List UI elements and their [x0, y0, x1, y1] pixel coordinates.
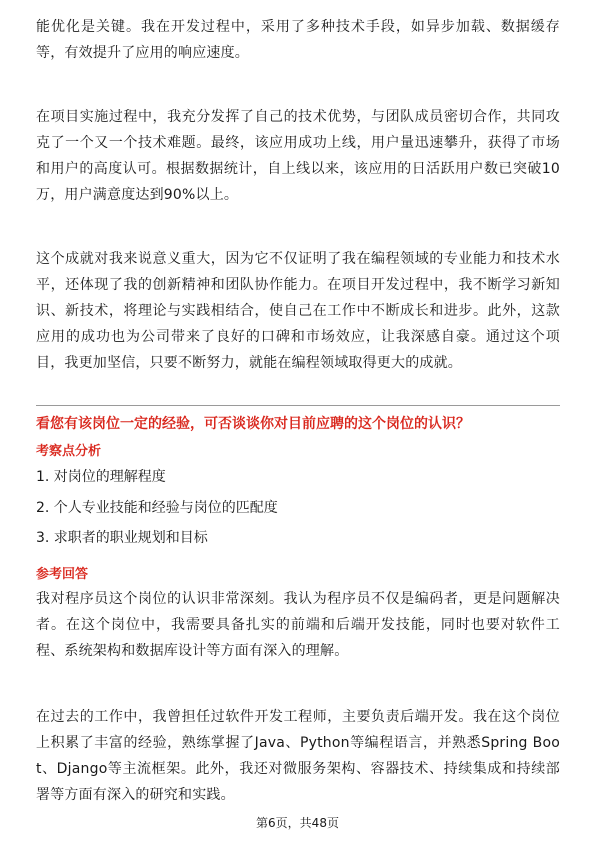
- answer-paragraph-2: 在过去的工作中，我曾担任过软件开发工程师，主要负责后端开发。我在这个岗位上积累了丰富的经验，熟练掌握了Java、Python等编程语言，并熟悉Spring Boot、Django等主流框架。此外，我还对微服务架构、容器技术、持续集成和持续部署等方面有深入的研究和实践。: [36, 709, 560, 803]
- body-paragraph-performance: 能优化是关键。我在开发过程中，采用了多种技术手段，如异步加载、数据缓存等，有效提升了应用的响应速度。: [36, 19, 560, 61]
- body-paragraph-project-implementation: 在项目实施过程中，我充分发挥了自己的技术优势，与团队成员密切合作，共同攻克了一个又一个技术难题。最终，该应用成功上线，用户量迅速攀升，获得了市场和用户的高度认可。根据数据统计，自上线以来，该应用的日活跃用户数已突破10万，用户满意度达到90%以上。: [36, 109, 560, 203]
- answer-heading: 参考回答: [36, 567, 89, 582]
- analysis-item-3: 3. 求职者的职业规划和目标: [36, 530, 208, 546]
- body-paragraph-achievement-meaning: 这个成就对我来说意义重大，因为它不仅证明了我在编程领域的专业能力和技术水平，还体现了我的创新精神和团队协作能力。在项目开发过程中，我不断学习新知识、新技术，将理论与实践相结合，使自己在工作中不断成长和进步。此外，这款应用的成功也为公司带来了良好的口碑和市场效应，让我深感自豪。通过这个项目，我更加坚信，只要不断努力，就能在编程领域取得更大的成就。: [36, 251, 560, 371]
- analysis-heading: 考察点分析: [36, 444, 102, 459]
- analysis-item-2: 2. 个人专业技能和经验与岗位的匹配度: [36, 500, 278, 516]
- answer-paragraph-1: 我对程序员这个岗位的认识非常深刻。我认为程序员不仅是编码者，更是问题解决者。在这个岗位中，我需要具备扎实的前端和后端开发技能，同时也要对软件工程、系统架构和数据库设计等方面有深入的理解。: [36, 591, 560, 659]
- section-divider: [36, 405, 560, 406]
- analysis-item-1: 1. 对岗位的理解程度: [36, 469, 166, 485]
- interview-question: 看您有该岗位一定的经验，可否谈谈你对目前应聘的这个岗位的认识？: [36, 416, 470, 432]
- page-number-footer: 第6页，共48页: [256, 816, 339, 830]
